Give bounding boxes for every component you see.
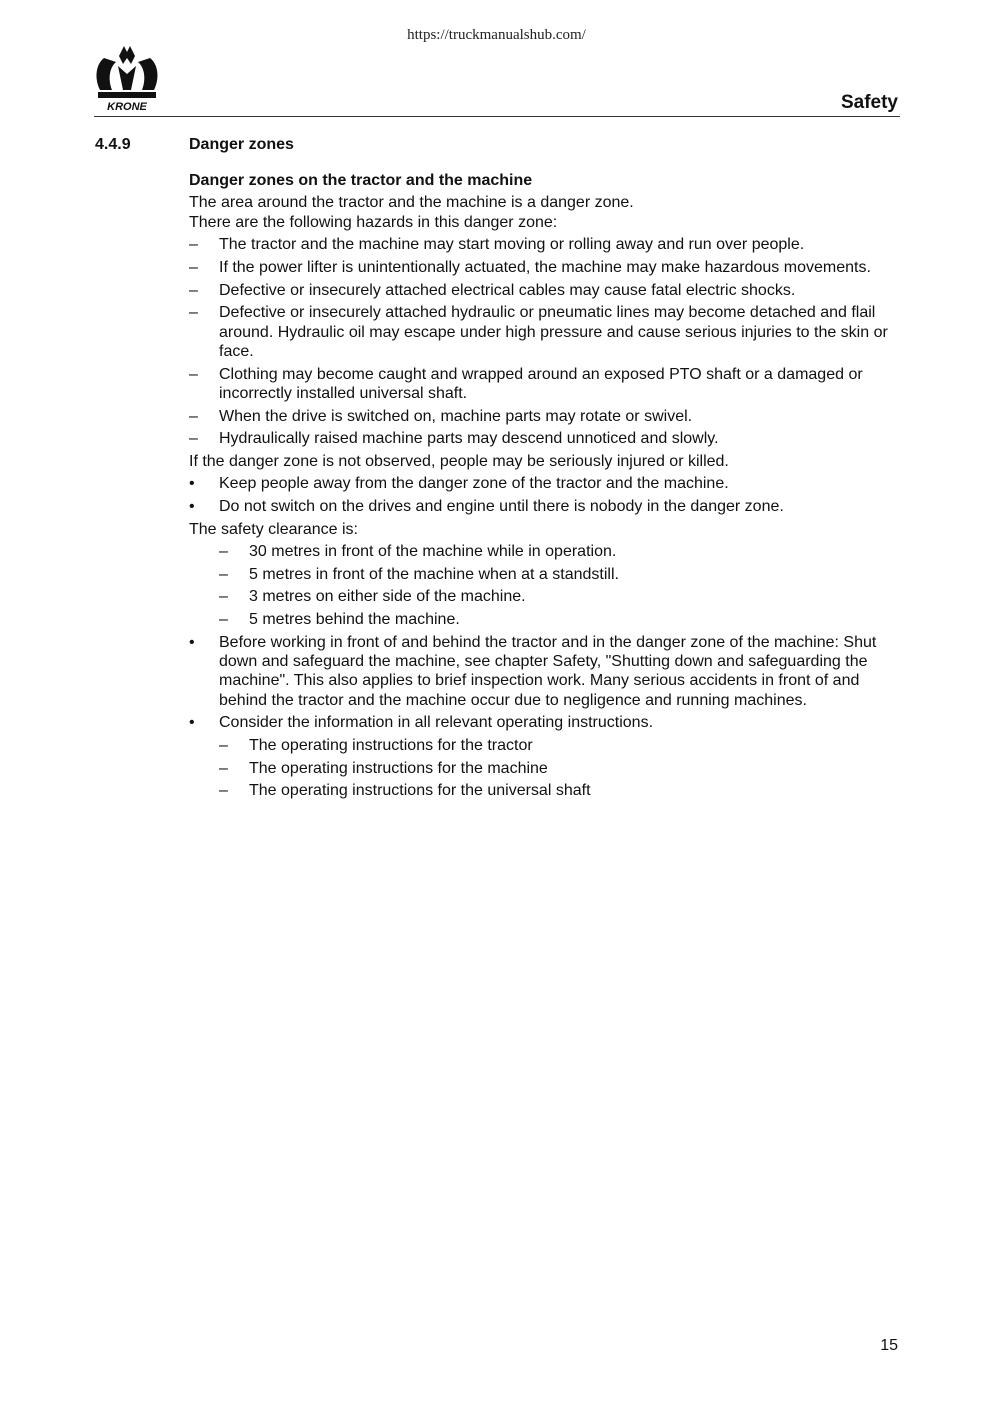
- dash-marker: –: [219, 610, 228, 628]
- bullet-marker: •: [189, 475, 195, 493]
- list-item: – Defective or insecurely attached hydraulic or pneumatic lines may become detached and flail around. Hydraulic oil may escape under high pressure and cause serious injuries to the skin or face.: [189, 304, 888, 360]
- list-item: – When the drive is switched on, machine parts may rotate or swivel.: [189, 407, 693, 425]
- list-item: – Hydraulically raised machine parts may descend unnoticed and slowly.: [189, 430, 719, 448]
- list-item: – The operating instructions for the machine: [219, 759, 548, 777]
- list-item: – Clothing may become caught and wrapped around an exposed PTO shaft or a damaged or incorrectly installed universal shaft.: [189, 365, 863, 402]
- bullet-marker: •: [189, 633, 195, 651]
- dash-marker: –: [219, 782, 228, 800]
- page-number: 15: [880, 1337, 898, 1354]
- dash-marker: –: [189, 407, 198, 425]
- bullet-marker: •: [189, 497, 195, 515]
- list-item: – The operating instructions for the tractor: [219, 736, 533, 754]
- header-title: Safety: [840, 92, 898, 113]
- list-item: • Consider the information in all relevant operating instructions. – The operating instructions for the tractor – The operating instructions for the machine – The operating instructions for the universal shaft: [189, 713, 899, 800]
- dash-marker: –: [219, 736, 228, 754]
- logo-text: KRONE: [107, 101, 147, 112]
- hazard-list: [189, 235, 899, 448]
- dash-marker: –: [219, 588, 228, 606]
- instruction-list: [219, 736, 899, 801]
- intro-line: The area around the tractor and the machine is a danger zone.: [189, 194, 634, 212]
- krone-crown-logo-icon: [94, 44, 160, 112]
- dash-marker: –: [189, 304, 198, 322]
- header-divider: [94, 116, 900, 117]
- list-item: • Keep people away from the danger zone of the tractor and the machine.: [189, 475, 729, 493]
- dash-marker: –: [219, 565, 228, 583]
- list-item: • Do not switch on the drives and engine until there is nobody in the danger zone.: [189, 497, 784, 515]
- list-item: – 5 metres in front of the machine when at a standstill.: [219, 565, 619, 583]
- section-number: 4.4.9: [95, 136, 131, 153]
- consequence-text: If the danger zone is not observed, people may be seriously injured or killed.: [189, 452, 729, 470]
- bullet-marker: •: [189, 714, 195, 732]
- clearance-intro: The safety clearance is:: [189, 520, 358, 538]
- list-item: • Before working in front of and behind the tractor and in the danger zone of the machine: Shut down and safeguard the machine, see chapter Safety, "Shutting down and safeguarding the machine". This also applies to brief inspection work. Many serious accidents in front of and behind the tractor and the machine occur due to negligence and running machines.: [189, 633, 877, 709]
- list-item: – If the power lifter is unintentionally actuated, the machine may make hazardous movements.: [189, 259, 871, 276]
- list-item: – 5 metres behind the machine.: [219, 610, 460, 628]
- dash-marker: –: [189, 281, 198, 299]
- action-list: [189, 474, 899, 516]
- content: [189, 171, 899, 804]
- list-item: – 3 metres on either side of the machine.: [219, 588, 526, 606]
- source-url: https://truckmanualshub.com/: [407, 27, 586, 43]
- dash-marker: –: [219, 543, 228, 561]
- section-title: Danger zones: [189, 136, 294, 153]
- list-item: – Defective or insecurely attached electrical cables may cause fatal electric shocks.: [189, 281, 796, 299]
- dash-marker: –: [189, 259, 198, 276]
- dash-marker: –: [189, 365, 198, 383]
- list-item: – The tractor and the machine may start moving or rolling away and run over people.: [189, 236, 805, 254]
- list-item: – The operating instructions for the universal shaft: [219, 782, 591, 800]
- dash-marker: –: [219, 759, 228, 777]
- dash-marker: –: [189, 430, 198, 448]
- subheading: Danger zones on the tractor and the machine: [189, 172, 533, 189]
- clearance-list: [219, 542, 899, 629]
- intro-line: There are the following hazards in this danger zone:: [189, 213, 558, 231]
- list-item: – 30 metres in front of the machine while in operation.: [219, 543, 617, 561]
- dash-marker: –: [189, 236, 198, 254]
- action-list: [189, 633, 899, 801]
